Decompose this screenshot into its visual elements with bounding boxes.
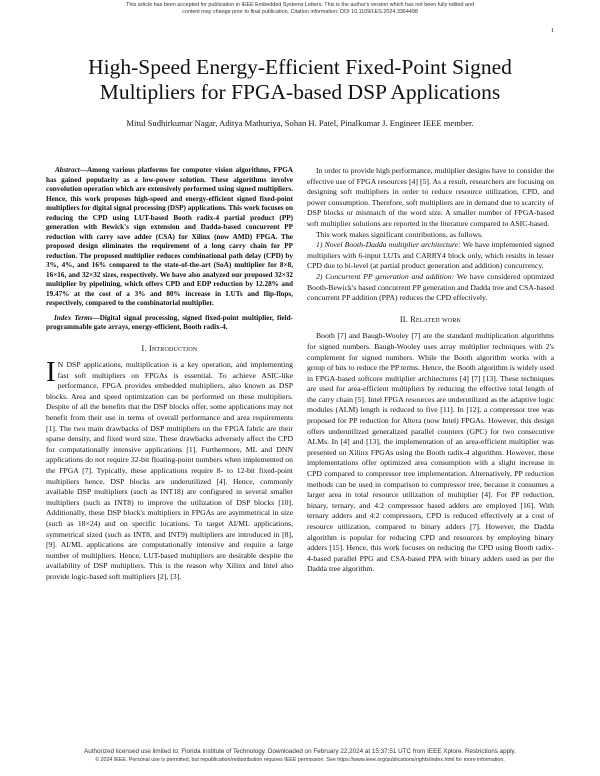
notice-line-1: This article has been accepted for publication in IEEE Embedded Systems Letters. This is the author's version which has not been fully edited and [126, 2, 474, 8]
page-footer [0, 747, 600, 764]
contribution-2 [307, 272, 554, 304]
left-column [46, 166, 293, 583]
abstract-label: Abstract [55, 166, 80, 174]
section-heading-introduction: I. Introduction [141, 343, 198, 353]
paper-title: High-Speed Energy-Efficient Fixed-Point Signed Multipliers for FPGA-based DSP Applications [88, 55, 512, 104]
abstract-text: —Among various platforms for computer vision algorithms, FPGA has gained popularity as a low-power solution. These algorithms involve convolution operation which are extensively performed using signed multipliers. Hence, this work proposes high-speed and energy-efficient signed fixed-point multipliers for digital signal processing (DSP) applications. This work focuses on reducing the CPD using LUT-based Booth radix-4 partial product (PP) generation with Bewick's sign extension and Dadda-based concurrent PP reduction with carry save adder (CSA) for Xilinx (now AMD) FPGA. The proposed design eliminates the requirement of a long carry chain for PP reduction. The proposed multiplier reduces combinational path delay (CPD) by 3%, 4%, and 16% compared to the state-of-the-art (SoA) multiplier for 8×8, 16×16, and 32×32 sizes, respectively. We have also analyzed our proposed 32×32 multiplier by pipelining, which offers CPD and EDP reduction by 12.28% and 19.47% at the cost of a 3% and 80% increase in LUTs and flip-flops, respectively, compared to the combinatorial multiplier. [46, 166, 293, 307]
contribution-2-text: We have considered optimized Booth-Bewick's based concurrent PP generation and Dadda tree and CSA-based concurrent PP addition (PPA) reduces the CPD effectively. [307, 271, 555, 303]
notice-line-2: content may change prior to final publication. Citation information: DOI 10.1109/LES.2024.3364498 [182, 9, 418, 15]
related-work-paragraph: Booth [7] and Baugh-Wooley [7] are the standard multiplication algorithms for signed numbers. Baugh-Wooley uses array multiplier techniques with 2's complement for signed numbers. While the Booth algorithm works with a group of bits to reduce the PP terms. Hence, the Booth algorithm is widely used in FPGA-based softcore multiplier architectures [4] [7] [13]. These techniques are used for area-efficient multipliers by reducing the effective total length of the carry chain [5]. Intel FPGA resources are underutilized as the adaptive logic modules (ALM) length is reduced to five [11]. In [12], a compressor tree was proposed for PP reduction for Altera (now Intel) FPGAs. However, this design offers underutilized generalized parallel counters (GPC) for two consecutive ALMs. In [4] and [13], the implementation of an area-efficient multiplier was presented on Xilinx FPGAs using the Booth radix-4 algorithm. However, these implementations offer optimized area consumption with a slight increase in CPD compared to compressor tree implementation. Alternatively, PP reduction methods can be used in comparison to compressor tree, because it consumes a larger area in total resource utilization of multiplier [4]. For PP reduction, binary, ternary, and 4:2 compressor based adders are employed [16]. With ternary adders and 4:2 compressors, CPD is reduced effectively at a cost of resource utilization, compared to binary adders [7]. However, the Dadda algorithm is popular for reducing CPD and resources by employing binary adders [15]. Hence, this work focuses on reducing the CPD using Booth radix-4-based parallel PPG and CSA-based PPA with binary adders used as per the Dadda tree algorithm. [307, 331, 554, 574]
index-terms-text: —Digital signal processing, signed fixed-point multiplier, field-programmable gate arrays, energy-efficient, Booth radix-4. [46, 313, 294, 331]
contribution-2-label: 2) Concurrent PP generation and addition: [316, 271, 455, 281]
footer-copyright-line: © 2024 IEEE. Personal use is permitted, but republication/redistribution requires IEEE permission. See https://www.ieee.org/publications/rights/index.html for more information. [95, 757, 505, 763]
footer-license-line: Authorized licensed use limited to: Florida Institute of Technology. Downloaded on February 22,2024 at 15:37:51 UTC from IEEE Xplore. Restrictions apply. [84, 748, 516, 755]
section-heading-related-work: II. Related work [399, 314, 462, 324]
contribution-1-label: 1) Novel Booth-Dadda multiplier architecture: [316, 240, 461, 250]
drop-cap: I [46, 356, 56, 389]
contribution-1 [307, 240, 554, 272]
prepublication-notice [0, 2, 600, 16]
contribution-1-text: We have implemented signed multipliers with 6-input LUTs and CARRY4 block only, which results in lesser CPD due to bi-level (at partial product generation and addition) concurrency. [307, 240, 554, 271]
index-terms-label: Index Terms [54, 313, 93, 322]
introduction-text: N DSP applications, multiplication is a key operation, and implementing fast soft multipliers on FPGAs is essential. To achieve ASIC-like performance, FPGA provides embedded multipliers, also known as DSP blocks. Area and speed optimization can be performed on these multipliers. Despite of all the benefits that the DSP blocks offer, some applications may not benefit from their use in terms of overall performance and area requirements [1]. The two main drawbacks of DSP multipliers on the FPGA fabric are their sparse density, and fixed word size. These drawbacks adversely affect the CPD for computationally intensive applications [1]. Furthermore, ML and DNN applications do not require 32-bit floating-point numbers when implemented on the FPGA [7]. Typically, these applications require 8- to 12-bit fixed-point multipliers hence, DSP blocks are underutilized [4]. Hence, commonly available DSP multipliers (such as INT18) are configured in several smaller multipliers (such as INT8) to improve the utilization of DSP blocks [10]. Additionally, these DSP block's multipliers in FPGAs are asymmetrical in size (such as 18×24) and on specific locations. To target AI/ML applications, symmetrical sized (such as INT8, and INT9) multipliers are introduced in [8], [9]. AI/ML applications are computationally intensive and require a large number of multipliers. Hence, LUT-based multipliers are desirable despite the availability of DSP multipliers. This is the reason why Xilinx and Intel also provide logic-based soft multipliers [2], [3]. [46, 360, 293, 581]
paragraph-contributions: This work makes significant contributions, as follows. [316, 229, 483, 239]
abstract [46, 166, 293, 309]
introduction-paragraph [46, 356, 293, 582]
page-number: 1 [550, 27, 554, 34]
paragraph-soft-multipliers: In order to provide high performance, multiplier designs have to consider the effective use of FPGA resources [4] [5]. As a result, researchers are focusing on designing soft multipliers in order to reduce resource utilization, CPD, and power consumption. Therefore, soft multipliers are in demand due to scarcity of DSP blocks or mismatch of the word size. A smaller number of FPGA-based soft multiplier solutions are reported in the literature compared to ASIC-based. [307, 166, 554, 228]
right-column [307, 166, 554, 575]
index-terms [46, 314, 293, 333]
author-list: Mitul Sudhirkumar Nagar, Aditya Mathuriya, Sohan H. Patel, Pinalkumar J. Engineer IEEE member. [126, 118, 474, 128]
